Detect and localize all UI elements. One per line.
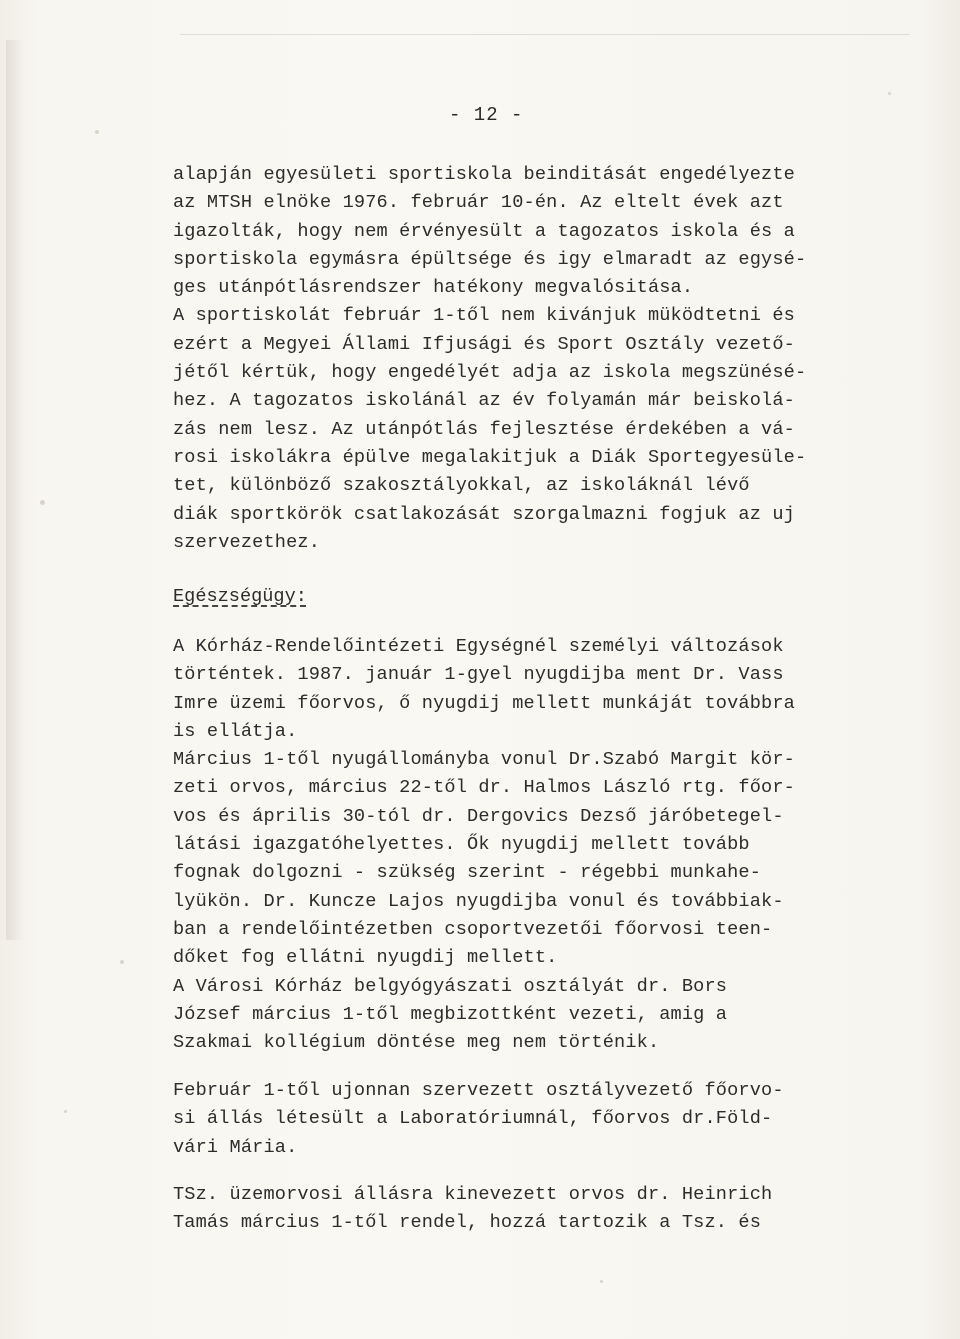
text-line: dőket fog ellátni nyugdij mellett.	[173, 947, 558, 969]
paper-speck	[95, 130, 99, 134]
text-line: Imre üzemi főorvos, ő nyugdij mellett munkáját továbbra	[173, 692, 795, 714]
text-line: történtek. 1987. január 1-gyel nyugdijba ment Dr. Vass	[173, 664, 784, 686]
text-line: A Kórház-Rendelőintézeti Egységnél személyi változások	[173, 636, 784, 657]
text-line: zeti orvos, március 22-től dr. Halmos László rtg. főor-	[173, 777, 795, 799]
text-line: látási igazgatóhelyettes. Ők nyugdij mellett tovább	[173, 834, 750, 856]
text-line: Március 1-től nyugállományba vonul Dr.Szabó Margit kör-	[173, 749, 795, 771]
paragraph-tsz-doctor	[173, 1181, 823, 1238]
text-line: Tamás március 1-től rendel, hozzá tartozik a Tsz. és	[173, 1212, 762, 1234]
text-line: rosi iskolákra épülve megalakitjuk a Diák Sportegyesüle-	[173, 446, 807, 468]
text-line: ges utánpótlásrendszer hatékony megvalósitása.	[173, 277, 694, 299]
text-line: József március 1-től megbizottként vezeti, amig a	[173, 1003, 728, 1025]
text-line: vos és április 30-tól dr. Dergovics Dezső járóbetegel-	[173, 805, 784, 827]
text-line: ban a rendelőintézetben csoportvezetői főorvosi teen-	[173, 918, 773, 940]
text-line: tet, különböző szakosztályokkal, az iskoláknál lévő	[173, 475, 750, 497]
text-line: sportiskola egymásra épültsége és igy elmaradt az egysé-	[173, 248, 807, 270]
text-line: igazolták, hogy nem érvényesült a tagozatos iskola és a	[173, 220, 795, 242]
paper-speck	[40, 500, 45, 505]
text-line: A sportiskolát február 1-től nem kivánjuk müködtetni és	[173, 305, 795, 327]
page-number: - 12 -	[449, 104, 524, 126]
paragraph-sport-school	[173, 161, 823, 557]
text-line: si állás létesült a Laboratóriumnál, főorvos dr.Föld-	[173, 1108, 773, 1130]
paper-speck	[120, 960, 124, 964]
page-top-crease	[180, 34, 910, 35]
paper-speck	[64, 1110, 67, 1113]
text-line: alapján egyesületi sportiskola beinditását engedélyezte	[173, 164, 795, 185]
text-line: lyükön. Dr. Kuncze Lajos nyugdijba vonul és továbbiak-	[173, 890, 784, 912]
paragraph-health-staff	[173, 633, 823, 1057]
text-line: fognak dolgozni - szükség szerint - régebbi munkahe-	[173, 862, 762, 884]
text-line: diák sportkörök csatlakozását szorgalmazni fogjuk az uj	[173, 503, 795, 525]
paragraph-laboratory	[173, 1077, 823, 1162]
section-heading-health: Egészségügy:	[173, 586, 307, 607]
text-line: is ellátja.	[173, 720, 298, 742]
paper-speck	[888, 92, 891, 95]
text-line: A Városi Kórház belgyógyászati osztályát dr. Bors	[173, 975, 728, 997]
text-line: az MTSH elnöke 1976. február 10-én. Az eltelt évek azt	[173, 192, 784, 214]
paper-speck	[600, 1280, 603, 1283]
text-line: Február 1-től ujonnan szervezett osztályvezető főorvo-	[173, 1080, 784, 1101]
text-line: hez. A tagozatos iskolánál az év folyamán már beiskolá-	[173, 390, 795, 412]
page-edge-shadow	[6, 40, 24, 940]
text-line: szervezethez.	[173, 531, 321, 553]
text-line: TSz. üzemorvosi állásra kinevezett orvos dr. Heinrich	[173, 1184, 773, 1205]
text-line: ezért a Megyei Állami Ifjusági és Sport Osztály vezető-	[173, 333, 795, 355]
text-line: Szakmai kollégium döntése meg nem történik.	[173, 1032, 660, 1054]
text-line: jétől kértük, hogy engedélyét adja az iskola megszünésé-	[173, 362, 807, 384]
text-line: zás nem lesz. Az utánpótlás fejlesztése érdekében a vá-	[173, 418, 795, 440]
text-line: vári Mária.	[173, 1136, 298, 1158]
